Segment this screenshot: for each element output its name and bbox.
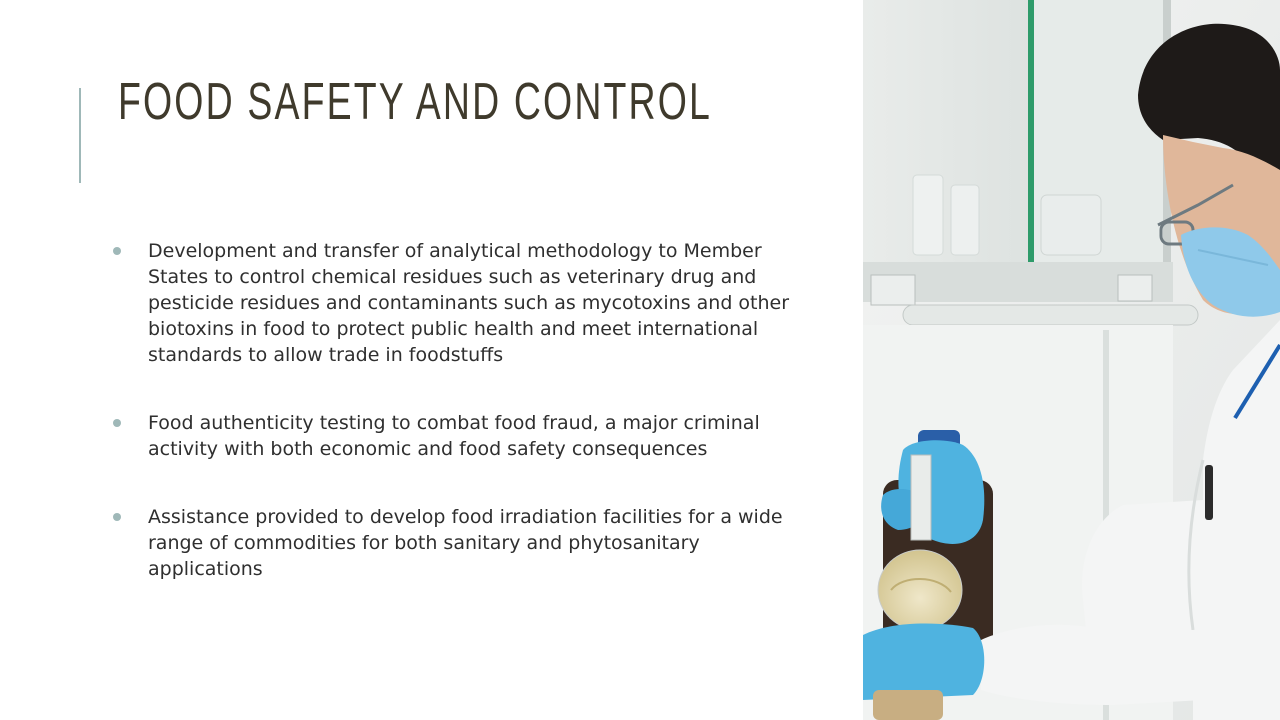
bullet-text: Assistance provided to develop food irradiation facilities for a wide range of commodities for both sanitary and phytosanitary applications [148, 506, 783, 580]
slide-title: FOOD SAFETY AND CONTROL [118, 73, 713, 131]
bullet-list [110, 238, 790, 582]
bullet-item [110, 410, 790, 462]
title-accent-line [79, 88, 81, 183]
bullet-item [110, 504, 790, 582]
bullet-item [110, 238, 790, 368]
bullet-dot-icon [113, 513, 121, 521]
bullet-text: Food authenticity testing to combat food fraud, a major criminal activity with both economic and food safety consequences [148, 412, 760, 460]
lab-scientist-photo [863, 0, 1280, 720]
bullet-dot-icon [113, 247, 121, 255]
bullet-text: Development and transfer of analytical methodology to Member States to control chemical residues such as veterinary drug and pesticide residues and contaminants such as mycotoxins and other biotoxins in food to protect public health and meet international standards to allow trade in foodstuffs [148, 240, 790, 366]
lab-photo-illustration [863, 0, 1280, 720]
bullet-dot-icon [113, 419, 121, 427]
